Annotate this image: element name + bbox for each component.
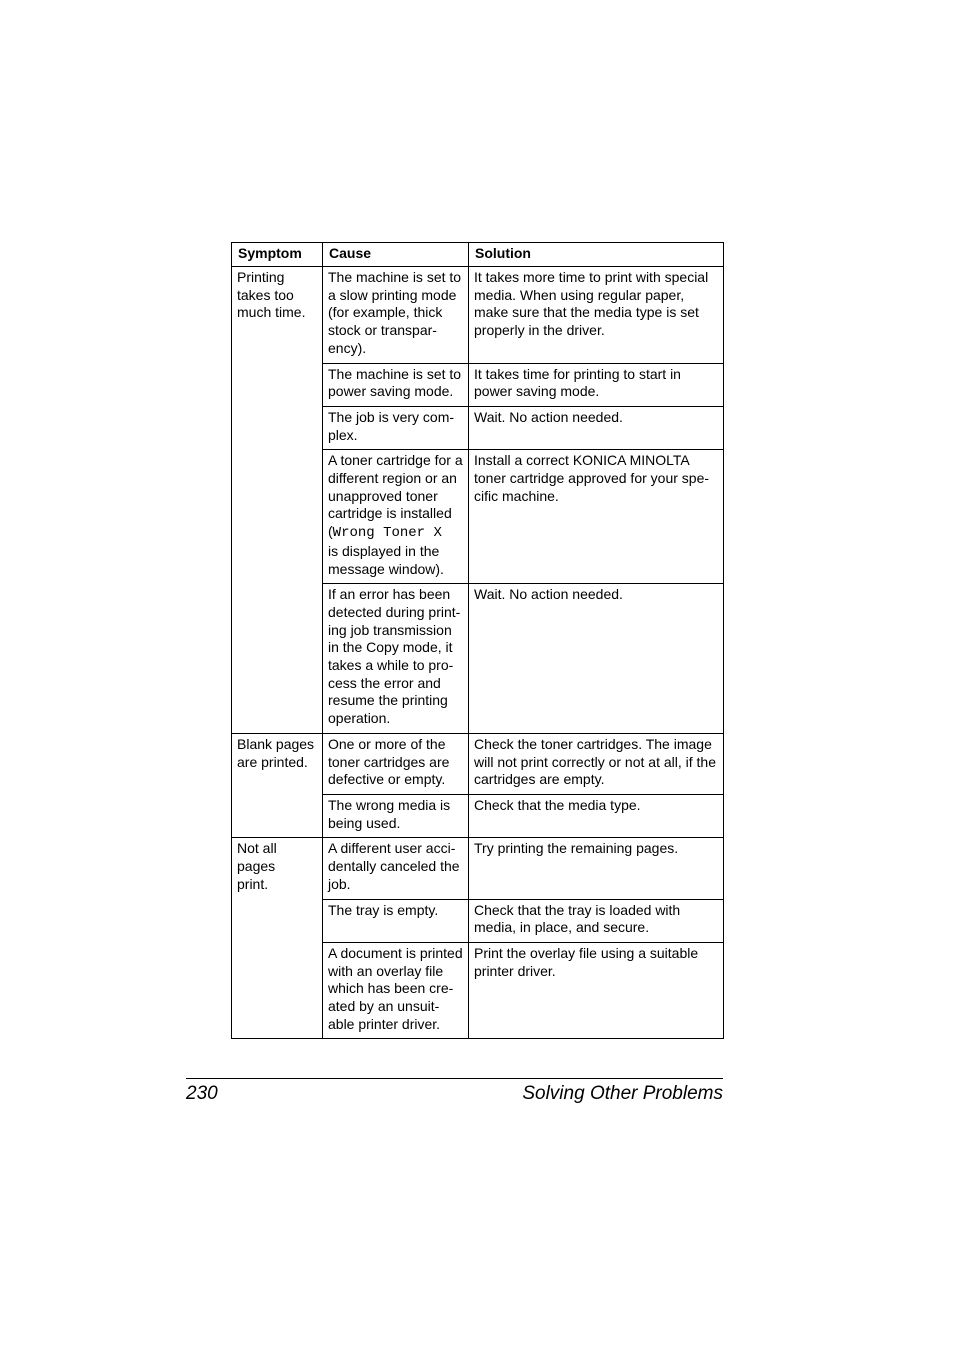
cause-cell: One or more of the toner cartridges are defective or empty. (323, 733, 469, 794)
solution-cell: Install a correct KONICA MINOLTA toner cartridge approved for your spe- cific machine. (469, 450, 724, 584)
symptom-cell: Blank pages are printed. (232, 733, 323, 838)
header-cause: Cause (323, 243, 469, 267)
solution-cell: Wait. No action needed. (469, 584, 724, 734)
solution-cell: Print the overlay file using a suitable printer driver. (469, 942, 724, 1039)
message-code: Wrong Toner X (332, 525, 442, 542)
solution-cell: Try printing the remaining pages. (469, 838, 724, 899)
footer-divider (186, 1078, 723, 1079)
cause-cell: The tray is empty. (323, 899, 469, 942)
cause-text: is displayed in the message window). (328, 542, 444, 577)
cause-cell: A document is printed with an overlay file which has been cre- ated by an unsuit- able printer driver. (323, 942, 469, 1039)
cause-cell: The machine is set to a slow printing mode (for example, thick stock or transpar- ency). (323, 267, 469, 364)
symptom-cell: Printing takes too much time. (232, 267, 323, 734)
cause-text: A toner cartridge for a different region or an unapproved toner cartridge is installed ( (328, 452, 463, 540)
header-symptom: Symptom (232, 243, 323, 267)
table-row (232, 733, 724, 794)
cause-cell: If an error has been detected during print- ing job transmission in the Copy mode, it takes a while to pro- cess the error and resume the printing operation. (323, 584, 469, 734)
section-title: Solving Other Problems (522, 1083, 723, 1104)
solution-cell: Check the toner cartridges. The image will not print correctly or not at all, if the cartridges are empty. (469, 733, 724, 794)
solution-cell: Wait. No action needed. (469, 406, 724, 449)
cause-cell: The machine is set to power saving mode. (323, 363, 469, 406)
table-row (232, 838, 724, 899)
solution-cell: Check that the tray is loaded with media, in place, and secure. (469, 899, 724, 942)
troubleshooting-table (231, 242, 724, 1039)
symptom-cell: Not all pages print. (232, 838, 323, 1039)
header-solution: Solution (469, 243, 724, 267)
table-row (232, 267, 724, 364)
cause-cell: A different user acci- dentally canceled the job. (323, 838, 469, 899)
page-number: 230 (186, 1083, 218, 1104)
cause-cell: The job is very com- plex. (323, 406, 469, 449)
solution-cell: It takes time for printing to start in power saving mode. (469, 363, 724, 406)
cause-cell (323, 450, 469, 584)
solution-cell: Check that the media type. (469, 794, 724, 837)
cause-cell: The wrong media is being used. (323, 794, 469, 837)
table-header-row (232, 243, 724, 267)
solution-cell: It takes more time to print with special media. When using regular paper, make sure that the media type is set properly in the driver. (469, 267, 724, 364)
